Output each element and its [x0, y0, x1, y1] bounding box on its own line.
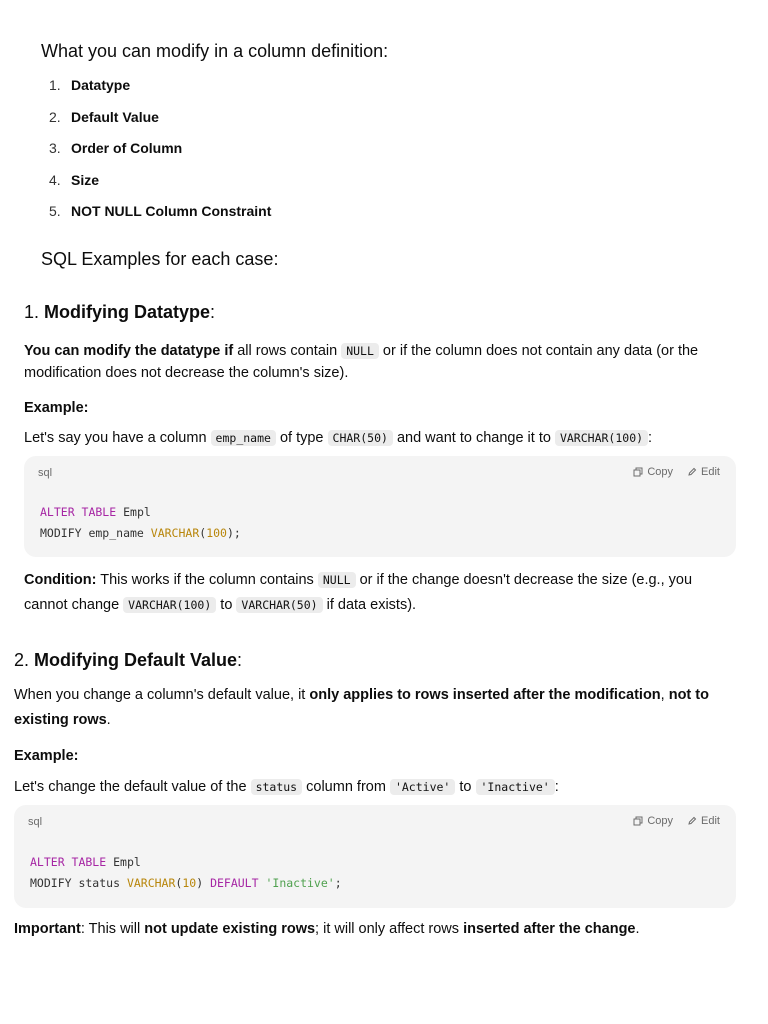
- inline-code: NULL: [341, 343, 379, 359]
- copy-icon: [633, 816, 643, 826]
- inline-code: status: [251, 779, 303, 795]
- code-block: [14, 805, 736, 908]
- list-item: 2. Default Value: [49, 109, 159, 125]
- code-content: [40, 502, 241, 544]
- inline-code: VARCHAR(100): [555, 430, 648, 446]
- edit-button[interactable]: Edit: [687, 466, 720, 478]
- intro-heading: What you can modify in a column definition:: [41, 41, 389, 61]
- example-label: Example:: [24, 400, 89, 416]
- code-language-label: sql: [28, 816, 43, 828]
- condition-paragraph: Condition: This works if the column contains NULL or if the change doesn't decrease the size (e.g., you cannot change VARCHAR(100) to VARCHAR(50) if data exists).: [24, 572, 693, 613]
- inline-code: 'Inactive': [476, 779, 555, 795]
- section-1-example-text: Let's say you have a column emp_name of type CHAR(50) and want to change it to VARCHAR(100) :: [24, 430, 653, 446]
- copy-button[interactable]: Copy: [633, 466, 673, 478]
- inline-code: CHAR(50): [328, 430, 393, 446]
- important-paragraph: Important: This will not update existing rows; it will only affect rows inserted after the change.: [14, 921, 640, 937]
- code-line: MODIFY emp_name VARCHAR(100);: [40, 526, 241, 540]
- edit-icon: [687, 467, 697, 477]
- code-line: ALTER TABLE Empl: [30, 855, 141, 869]
- copy-icon: [633, 467, 643, 477]
- code-block: [24, 456, 736, 557]
- code-line: MODIFY status VARCHAR(10) DEFAULT 'Inactive';: [30, 876, 342, 890]
- section-2-example-text: Let's change the default value of the status column from 'Active' to 'Inactive' :: [14, 779, 559, 795]
- section-2-title: 2. Modifying Default Value:: [14, 650, 243, 670]
- section-1-paragraph: You can modify the datatype if all rows contain NULL or if the column does not contain any data (or the modification does not decrease the column's size).: [24, 343, 699, 381]
- edit-icon: [687, 816, 697, 826]
- inline-code: VARCHAR(100): [123, 597, 216, 613]
- code-line: ALTER TABLE Empl: [40, 505, 151, 519]
- examples-heading: SQL Examples for each case:: [41, 249, 279, 269]
- list-item: 1. Datatype: [49, 77, 131, 93]
- inline-code: VARCHAR(50): [236, 597, 322, 613]
- inline-code: emp_name: [211, 430, 276, 446]
- list-item: 4. Size: [49, 172, 100, 188]
- code-content: [30, 852, 342, 894]
- code-language-label: sql: [38, 467, 53, 479]
- section-1-title: 1. Modifying Datatype:: [24, 302, 216, 322]
- copy-button[interactable]: Copy: [633, 815, 673, 827]
- list-item: 5. NOT NULL Column Constraint: [49, 203, 272, 219]
- list-item: 3. Order of Column: [49, 140, 183, 156]
- example-label: Example:: [14, 748, 79, 764]
- section-2-paragraph: When you change a column's default value, it only applies to rows inserted after the modification, not to existing rows.: [14, 687, 709, 728]
- inline-code: NULL: [318, 572, 356, 588]
- inline-code: 'Active': [390, 779, 455, 795]
- edit-button[interactable]: Edit: [687, 815, 720, 827]
